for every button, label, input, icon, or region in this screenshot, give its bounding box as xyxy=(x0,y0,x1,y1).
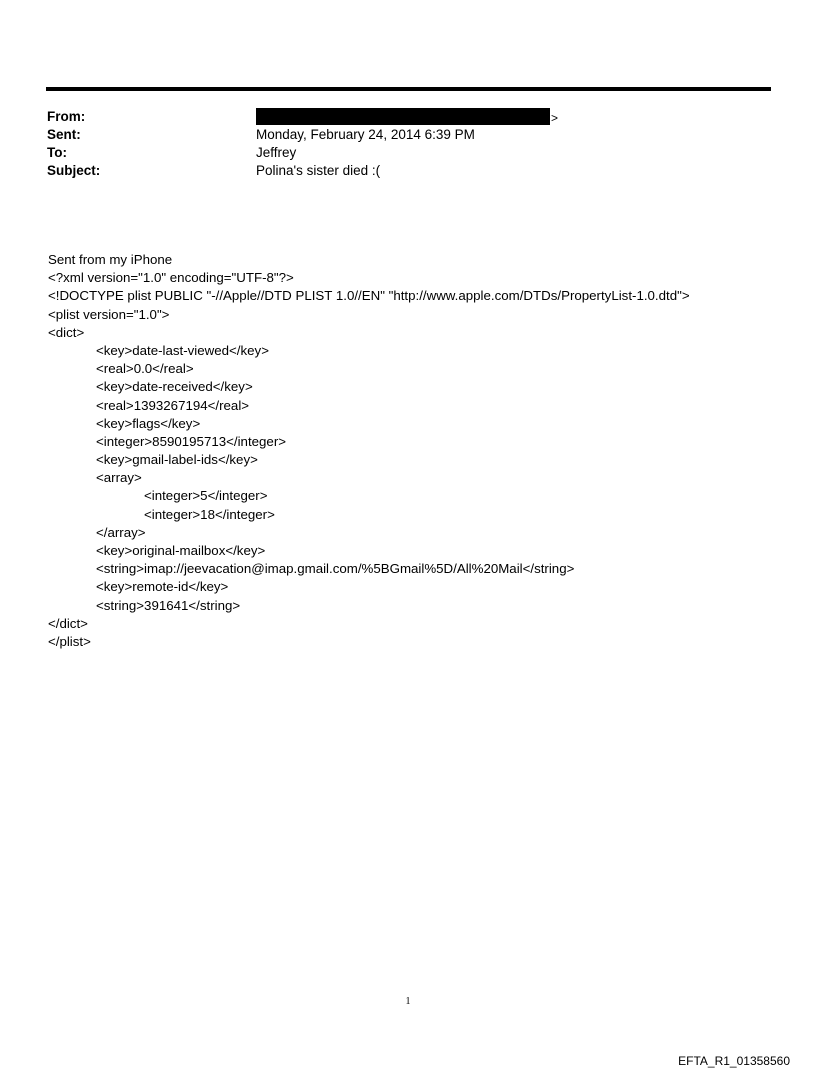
body-line: <integer>18</integer> xyxy=(144,506,275,522)
sent-label: Sent: xyxy=(47,127,81,142)
page-number: 1 xyxy=(405,996,411,1007)
from-value-suffix: > xyxy=(551,111,559,125)
sent-value: Monday, February 24, 2014 6:39 PM xyxy=(256,127,475,142)
body-line: <integer>5</integer> xyxy=(144,488,268,504)
body-line: <real>1393267194</real> xyxy=(96,397,250,413)
body-line: <key>remote-id</key> xyxy=(96,579,229,595)
from-value xyxy=(256,108,558,128)
body-line: <key>flags</key> xyxy=(96,415,201,431)
body-line: Sent from my iPhone xyxy=(48,252,173,267)
to-value: Jeffrey xyxy=(256,145,297,160)
body-line: <plist version="1.0"> xyxy=(48,306,170,322)
body-line: </plist> xyxy=(48,633,91,649)
body-line: <?xml version="1.0" encoding="UTF-8"?> xyxy=(48,270,294,286)
subject-value: Polina's sister died :( xyxy=(256,163,381,178)
body-line: <array> xyxy=(96,470,142,486)
body-line: <key>gmail-label-ids</key> xyxy=(96,452,258,468)
body-line: <!DOCTYPE plist PUBLIC "-//Apple//DTD PLIST 1.0//EN" "http://www.apple.com/DTDs/PropertyList-1.0.dtd"> xyxy=(48,288,690,304)
to-row xyxy=(47,144,747,162)
bates-number: EFTA_R1_01358560 xyxy=(678,1054,790,1068)
body-line: <dict> xyxy=(48,324,85,340)
body-line: </dict> xyxy=(48,615,88,631)
from-label: From: xyxy=(47,109,86,124)
body-line: </array> xyxy=(96,524,146,540)
from-row xyxy=(47,108,747,126)
body-line: <key>date-received</key> xyxy=(96,379,253,395)
subject-row xyxy=(47,162,747,180)
body-line: <key>date-last-viewed</key> xyxy=(96,342,269,358)
sent-row xyxy=(47,126,747,144)
email-body xyxy=(48,251,690,651)
body-line: <integer>8590195713</integer> xyxy=(96,433,287,449)
redaction-block xyxy=(256,108,550,125)
body-line: <string>391641</string> xyxy=(96,597,241,613)
body-line: <key>original-mailbox</key> xyxy=(96,543,266,558)
body-line: <real>0.0</real> xyxy=(96,361,194,377)
subject-label: Subject: xyxy=(47,163,101,178)
to-label: To: xyxy=(47,145,67,160)
header-divider xyxy=(46,87,771,91)
body-line: <string>imap://jeevacation@imap.gmail.com/%5BGmail%5D/All%20Mail</string> xyxy=(96,561,575,577)
